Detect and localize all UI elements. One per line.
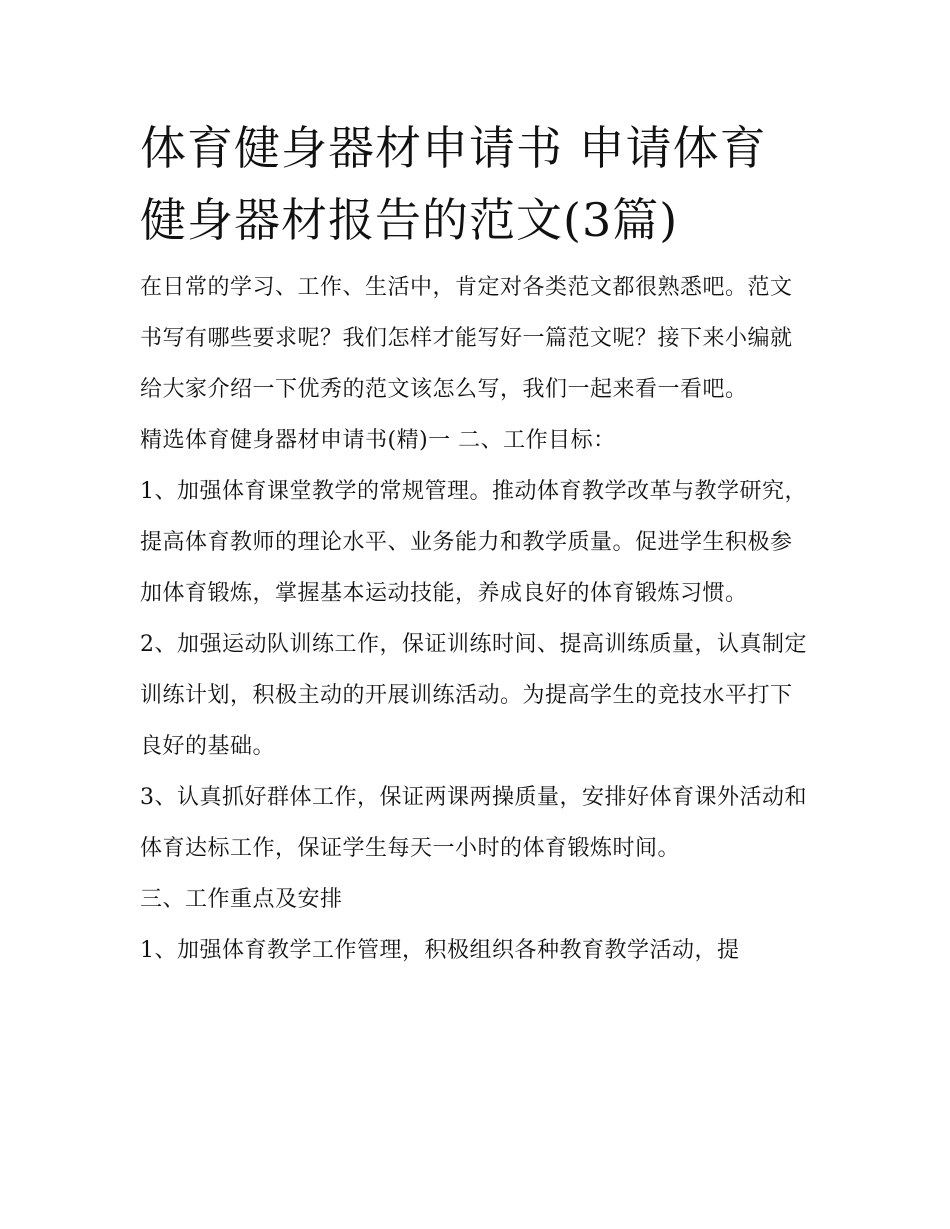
paragraph-goal-2: 2、加强运动队训练工作，保证训练时间、提高训练质量，认真制定训练计划，积极主动的开展训练活动。为提高学生的竞技水平打下良好的基础。 xyxy=(140,632,807,759)
document-title: 体育健身器材申请书 申请体育健身器材报告的范文(3篇) xyxy=(140,121,767,247)
paragraph-section-3-heading: 三、工作重点及安排 xyxy=(140,887,343,912)
paragraph-intro: 在日常的学习、工作、生活中，肯定对各类范文都很熟悉吧。范文书写有哪些要求呢？我们怎样才能写好一篇范文呢？接下来小编就给大家介绍一下优秀的范文该怎么写，我们一起来看一看吧。 xyxy=(140,275,793,402)
document-body xyxy=(140,112,812,976)
paragraph-goal-3: 3、认真抓好群体工作，保证两课两操质量，安排好体育课外活动和体育达标工作，保证学生每天一小时的体育锻炼时间。 xyxy=(140,785,807,861)
paragraph-goal-1: 1、加强体育课堂教学的常规管理。推动体育教学改革与教学研究，提高体育教师的理论水平、业务能力和教学质量。促进学生积极参加体育锻炼，掌握基本运动技能，养成良好的体育锻炼习惯。 xyxy=(140,479,807,606)
paragraph-section-heading: 精选体育健身器材申请书(精)一 二、工作目标： xyxy=(140,428,616,453)
paragraph-arrangement-1: 1、加强体育教学工作管理，积极组织各种教育教学活动，提 xyxy=(140,938,740,963)
